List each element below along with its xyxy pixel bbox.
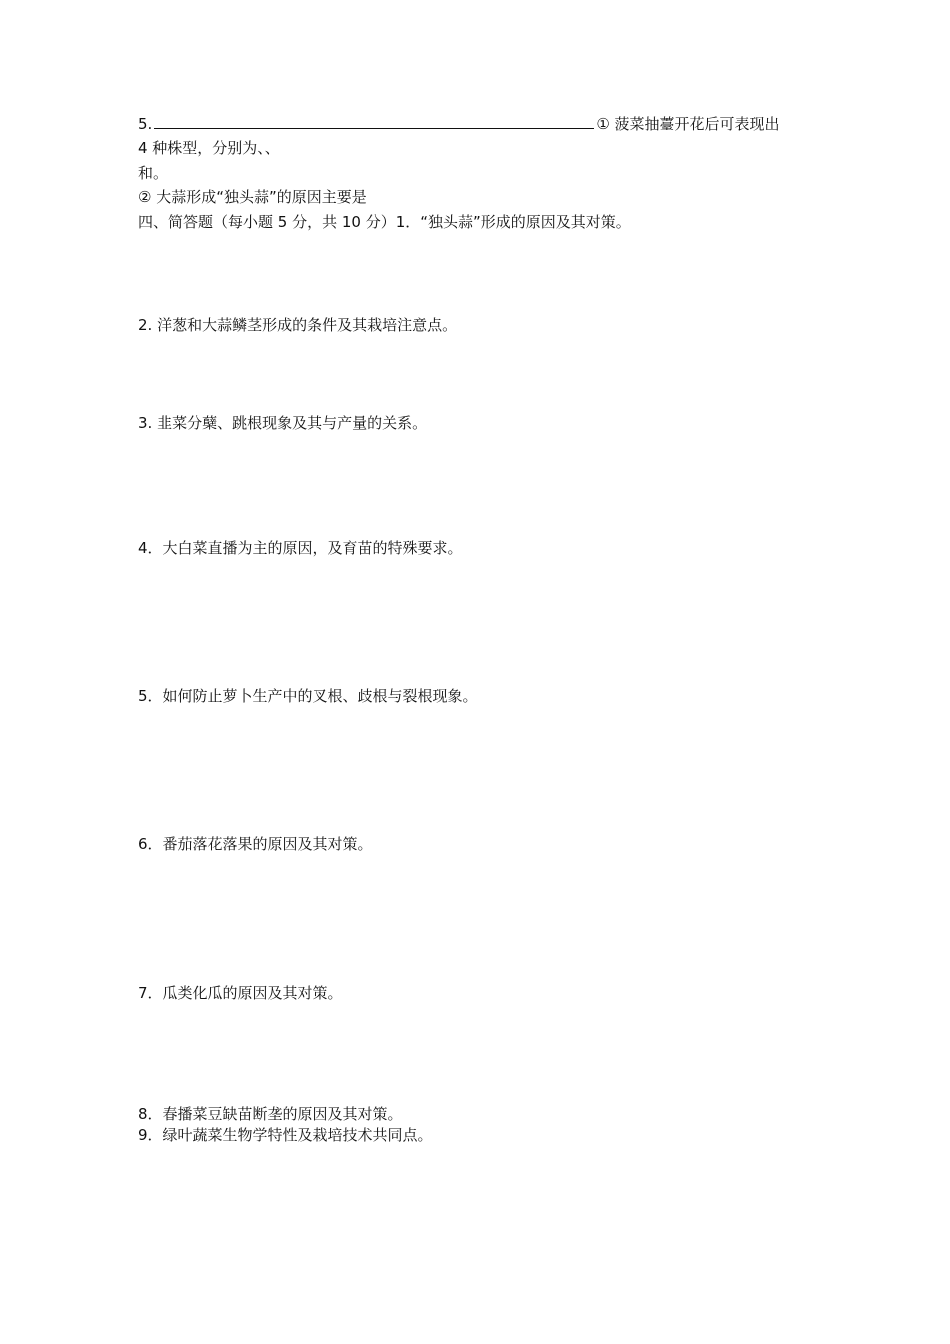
short-answer-question: 6．番茄落花落果的原因及其对策。 <box>138 835 373 853</box>
short-answer-question: 9．绿叶蔬菜生物学特性及栽培技术共同点。 <box>138 1126 433 1144</box>
question-text-line: 4 种株型，分别为、、 <box>138 139 280 157</box>
fill-in-question-5 <box>138 114 780 134</box>
question-text-line: 和。 <box>138 164 169 182</box>
short-answer-question: 2. 洋葱和大蒜鳞茎形成的条件及其栽培注意点。 <box>138 316 458 334</box>
short-answer-question: 4．大白菜直播为主的原因，及育苗的特殊要求。 <box>138 539 463 557</box>
question-number: 5. <box>138 115 153 133</box>
section-header: 四、简答题（每小题 5 分，共 10 分）1．“独头蒜”形成的原因及其对策。 <box>138 213 631 231</box>
short-answer-question: 7．瓜类化瓜的原因及其对策。 <box>138 984 343 1002</box>
question-text-line: ② 大蒜形成“独头蒜”的原因主要是 <box>138 188 367 206</box>
question-text: ① 菠菜抽薹开花后可表现出 <box>596 115 780 133</box>
short-answer-question: 5．如何防止萝卜生产中的叉根、歧根与裂根现象。 <box>138 687 478 705</box>
short-answer-question: 8．春播菜豆缺苗断垄的原因及其对策。 <box>138 1105 403 1123</box>
answer-blank <box>154 114 594 129</box>
short-answer-question: 3. 韭菜分蘖、跳根现象及其与产量的关系。 <box>138 414 428 432</box>
